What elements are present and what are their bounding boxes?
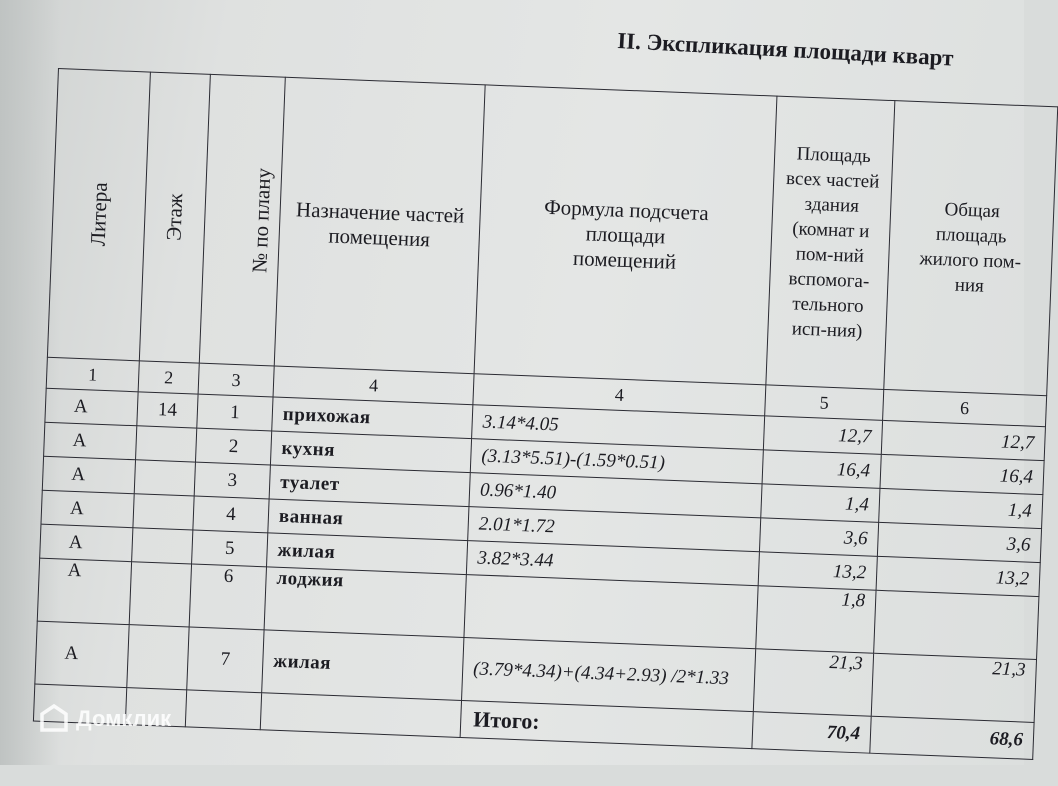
row-room-name: жилая [262,630,464,701]
col-num: 1 [46,357,139,392]
row-living-area: 1,4 [879,488,1043,528]
row-plan-no: 3 [194,462,270,499]
row-floor: 14 [137,392,198,428]
col-num: 6 [883,389,1047,426]
row-litera: А [41,490,134,528]
row-floor [129,562,191,627]
row-living-area: 13,2 [876,556,1040,596]
row-litera: А [42,456,135,494]
row-room-name: жилая [267,533,468,575]
row-formula: (3.13*5.51)-(1.59*0.51) [470,439,763,484]
row-area: 12,7 [763,416,882,455]
row-plan-no: 6 [189,564,266,630]
total-living: 68,6 [870,716,1034,759]
header-floor: Этаж [139,72,210,363]
header-living-area: Общая площадь жилого пом-ния [884,101,1058,396]
total-area: 70,4 [752,712,871,754]
row-litera: А [40,524,133,562]
watermark-text: Домклик [76,706,172,731]
row-plan-no: 2 [195,428,271,465]
header-row [47,69,1057,396]
row-area: 13,2 [758,552,877,591]
row-litera: А [35,621,129,687]
watermark [40,704,171,734]
row-formula: (3.79*4.34)+(4.34+2.93) /2*1.33 [462,638,756,712]
row-living-area: 16,4 [880,454,1044,494]
domclick-logo-icon [40,704,68,734]
row-formula: 3.82*3.44 [466,541,759,586]
row-room-name: туалет [269,465,470,507]
row-area: 1,8 [756,586,876,653]
explication-table [33,68,1058,760]
row-litera: А [37,558,131,624]
document-title: II. Экспликация площади кварт [616,28,955,71]
row-room-name: кухня [270,431,471,473]
header-purpose: Назначение частей помещения [274,77,485,373]
header-litera: Литера [47,69,150,361]
total-empty [185,690,261,730]
row-area: 1,4 [761,484,880,523]
header-plan-no: № по плану [199,74,285,366]
row-area: 21,3 [753,649,873,716]
row-living-area [874,590,1039,659]
total-label: Итого: [460,700,753,748]
col-num: 3 [198,363,274,397]
col-num: 5 [765,385,884,421]
row-litera: А [44,422,137,460]
row-room-name: лоджия [264,567,466,638]
header-formula: Формула подсчета площади помещений [474,85,777,385]
row-floor [134,460,195,496]
row-living-area: 21,3 [871,653,1036,722]
table-body [35,388,1046,722]
explication-table-wrapper [32,68,1057,786]
col-num: 4 [273,366,474,405]
row-room-name: ванная [268,499,469,541]
total-empty [260,693,461,738]
row-area: 16,4 [762,450,881,489]
row-formula: 2.01*1.72 [468,507,761,552]
header-area-all: Площадь всех частей здания (комнат и пом-ний вспомога-тельного исп-ния) [766,96,895,389]
row-area: 3,6 [759,518,878,557]
row-litera: А [45,388,138,426]
row-plan-no: 4 [193,496,269,533]
row-plan-no: 1 [197,394,273,431]
row-floor [133,494,194,530]
row-formula [464,575,758,649]
row-room-name: прихожая [272,397,473,439]
row-formula: 3.14*4.05 [472,405,765,450]
row-floor [127,625,189,690]
row-formula: 0.96*1.40 [469,473,762,518]
row-living-area: 3,6 [877,522,1041,562]
row-living-area: 12,7 [881,420,1045,460]
col-num: 2 [138,361,199,394]
row-plan-no: 5 [192,530,268,567]
row-plan-no: 7 [187,627,264,693]
row-floor [132,528,193,564]
row-floor [136,426,197,462]
col-num: 4 [473,374,766,416]
